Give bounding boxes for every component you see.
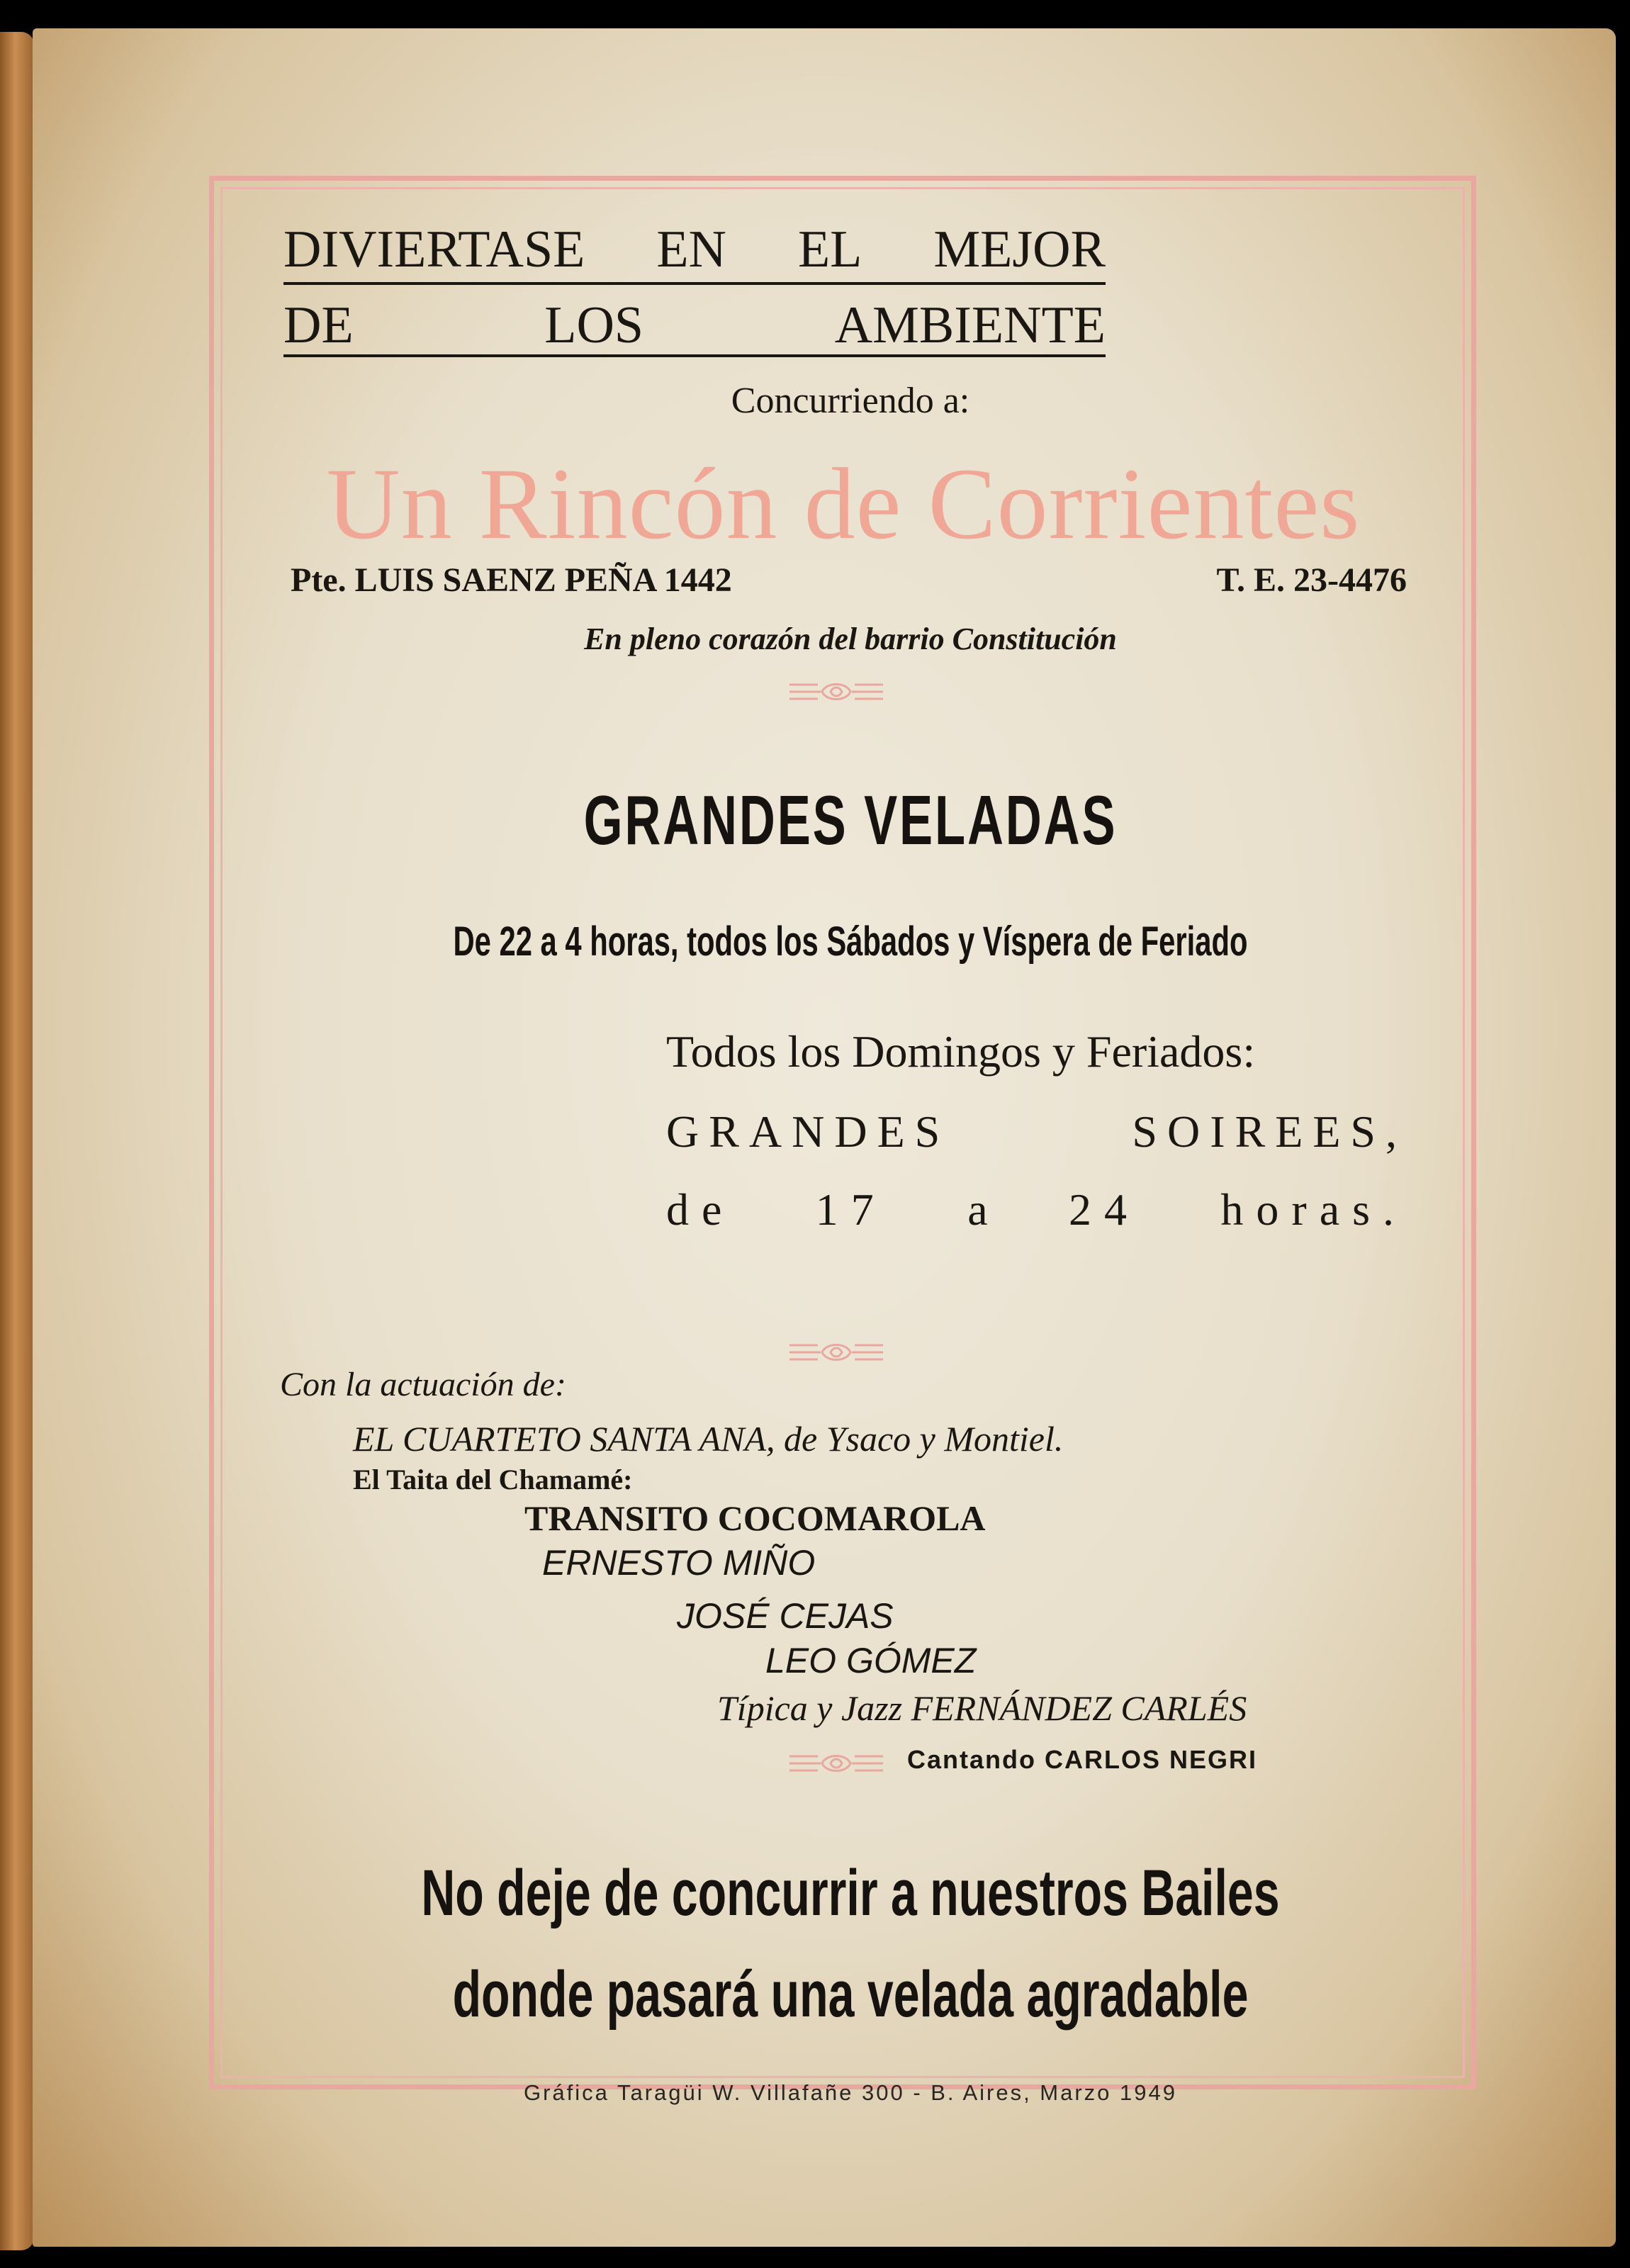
header-rule-2: [283, 354, 1106, 357]
header-word: DIVIERTASE: [283, 220, 585, 279]
hours-word: 17: [815, 1184, 887, 1235]
events-title: GRANDES VELADAS: [583, 781, 1118, 859]
venue-tagline: En pleno corazón del barrio Constitución: [584, 622, 1117, 656]
ornament-divider-icon: [787, 1340, 886, 1365]
header-word: LOS: [544, 296, 644, 354]
performer-ernesto: ERNESTO MIÑO: [542, 1543, 816, 1583]
performers-intro: Con la actuación de:: [280, 1366, 566, 1403]
printer-footer: Gráfica Taragüi W. Villafañe 300 - B. Aires, Marzo 1949: [523, 2080, 1178, 2105]
performer-cantando: Cantando CARLOS NEGRI: [907, 1745, 1258, 1774]
hours-word: de: [666, 1184, 735, 1235]
events-schedule: De 22 a 4 horas, todos los Sábados y Víspera de Feriado: [453, 919, 1248, 965]
page-spine-edge: [0, 32, 34, 2250]
soirees-word: SOIREES,: [1132, 1106, 1407, 1157]
header-word: EL: [797, 220, 862, 279]
hours-word: 24: [1068, 1184, 1140, 1235]
closing-line-2: donde pasará una velada agradable: [452, 1958, 1249, 2031]
concurriendo-label: Concurriendo a:: [731, 381, 970, 421]
performer-transito: TRANSITO COCOMAROLA: [524, 1498, 986, 1538]
header-word: MEJOR: [933, 220, 1106, 279]
sunday-line: [666, 1026, 1407, 1077]
performer-tipica: Típica y Jazz FERNÁNDEZ CARLÉS: [717, 1688, 1247, 1728]
ornament-divider-icon: [787, 1751, 886, 1776]
header-word: AMBIENTE: [834, 296, 1106, 354]
performer-cuarteto: EL CUARTETO SANTA ANA, de Ysaco y Montiel.: [353, 1419, 1064, 1459]
sunday-text: Todos los Domingos y Feriados:: [666, 1026, 1256, 1077]
closing-line-1: No deje de concurrir a nuestros Bailes: [421, 1857, 1280, 1929]
header-word: DE: [283, 296, 354, 354]
header-line-2: [283, 296, 1106, 354]
performer-jose: JOSÉ CEJAS: [677, 1596, 894, 1636]
performer-leo: LEO GÓMEZ: [765, 1641, 977, 1680]
soirees-line: [666, 1106, 1407, 1157]
header-word: EN: [656, 220, 726, 279]
performer-taita-label: El Taita del Chamamé:: [353, 1464, 633, 1495]
ornament-divider-icon: [787, 679, 886, 704]
hours-word: a: [967, 1184, 988, 1235]
venue-name: Un Rincón de Corrientes: [326, 448, 1361, 561]
hours-line: [666, 1184, 1407, 1235]
hours-word: horas.: [1220, 1184, 1407, 1235]
venue-address: Pte. LUIS SAENZ PEÑA 1442: [291, 561, 732, 599]
soirees-word: GRANDES: [666, 1106, 950, 1157]
header-line-1: [283, 220, 1106, 279]
venue-phone: T. E. 23-4476: [1216, 561, 1407, 599]
header-rule-1: [283, 282, 1106, 285]
